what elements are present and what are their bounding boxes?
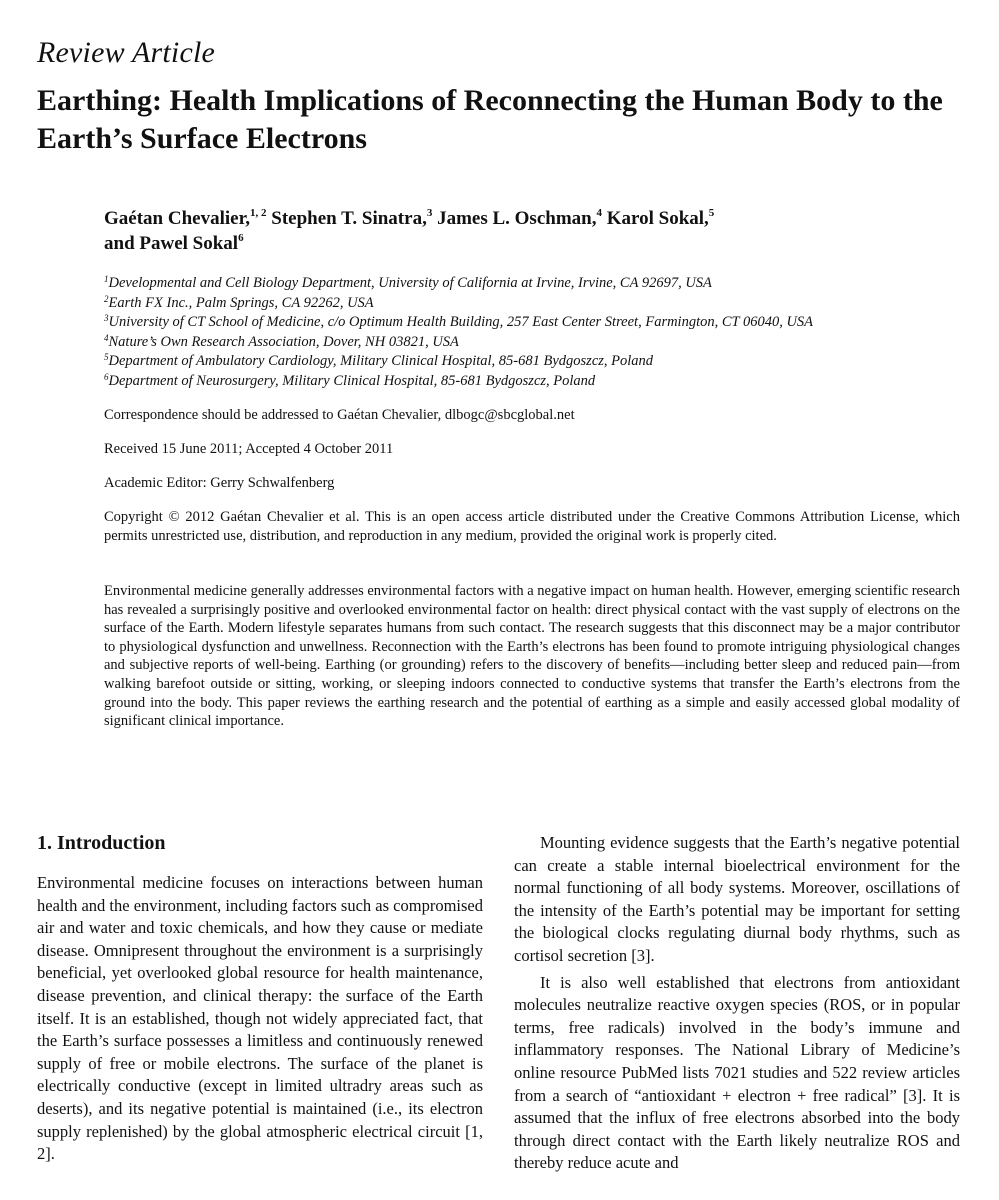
affiliation: $^2$Earth FX Inc., Palm Springs, CA 92262, USA xyxy=(104,293,374,311)
affiliation: $^1$Developmental and Cell Biology Department, University of California at Irvine, Irvine, CA 92697, USA xyxy=(104,274,712,291)
paragraph: Mounting evidence suggests that the Earth’s negative potential can create a stable internal bioelectrical environment for the normal functioning of all body systems. Moreover, oscillations of the intensity of the Earth’s potential may be important for setting the biological clocks regulating diurnal body rhythms, such as cortisol secretion [3]. xyxy=(514,833,960,965)
affiliation: $^5$Department of Ambulatory Cardiology, Military Clinical Hospital, 85-681 Bydgoszcz, Poland xyxy=(104,352,654,369)
author: James L. Oschman, xyxy=(437,208,597,229)
body-column-left xyxy=(37,872,483,1166)
author: Gaétan Chevalier, xyxy=(104,208,251,229)
copyright-notice: Copyright © 2012 Gaétan Chevalier et al. This is an open access article distributed under the Creative Commons Attribution License, which permits unrestricted use, distribution, and reproduction in any medium, provided the original work is properly cited. xyxy=(104,509,960,544)
author-affil-ref: 1, 2 xyxy=(250,207,267,219)
correspondence: Correspondence should be addressed to Gaétan Chevalier, dlbogc@sbcglobal.net xyxy=(104,407,575,423)
article-title: Earthing: Health Implications of Reconnecting the Human Body to the Earth’s Surface Electrons xyxy=(37,84,943,155)
author: and Pawel Sokal xyxy=(104,233,239,254)
paragraph: It is also well established that electrons from antioxidant molecules neutralize reactive oxygen species (ROS, or in popular terms, free radicals) involved in the body’s immune and inflammatory responses. The National Library of Medicine’s online resource PubMed lists 7021 studies and 522 review articles from a search of “antioxidant + electron + free radical” [3]. It is assumed that the influx of free electrons absorbed into the body through direct contact with the Earth likely neutralize ROS and thereby reduce acute and xyxy=(514,972,960,1173)
author-affil-ref: 6 xyxy=(238,232,244,244)
abstract: Environmental medicine generally addresses environmental factors with a negative impact on human health. However, emerging scientific research has revealed a surprisingly positive and overlooked environmental factor on health: direct physical contact with the vast supply of electrons on the surface of the Earth. Modern lifestyle separates humans from such contact. The research suggests that this disconnect may be a major contributor to physiological dysfunction and unwellness. Reconnection with the Earth’s electrons has been found to promote intriguing physiological changes and subjective reports of well-being. Earthing (or grounding) refers to the discovery of benefits—including better sleep and reduced pain—from walking barefoot outside or sitting, working, or sleeping indoors connected to conductive systems that transfer the Earth’s electrons from the ground into the body. This paper reviews the earthing research and the potential of earthing as a simple and easily accessed global modality of significant clinical importance. xyxy=(104,583,960,730)
affiliation: $^4$Nature’s Own Research Association, Dover, NH 03821, USA xyxy=(104,332,459,350)
author: Karol Sokal, xyxy=(606,208,709,229)
affiliation: $^3$University of CT School of Medicine, c/o Optimum Health Building, 257 East Center Street, Farmington, CT 06040, USA xyxy=(104,313,814,330)
author-affil-ref: 5 xyxy=(708,207,715,219)
affiliation: $^6$Department of Neurosurgery, Military Clinical Hospital, 85-681 Bydgoszcz, Poland xyxy=(104,371,596,389)
author-affil-ref: 4 xyxy=(596,207,602,219)
author-list xyxy=(104,206,964,256)
academic-editor: Academic Editor: Gerry Schwalfenberg xyxy=(104,475,335,491)
author-affil-ref: 3 xyxy=(426,207,433,219)
section-heading: 1. Introduction xyxy=(37,832,166,854)
affiliation-list xyxy=(104,274,984,391)
received-dates: Received 15 June 2011; Accepted 4 October 2011 xyxy=(104,441,394,457)
author: Stephen T. Sinatra, xyxy=(271,208,427,229)
article-type: Review Article xyxy=(37,36,216,69)
body-column-right xyxy=(514,832,960,1175)
paragraph: Environmental medicine focuses on interactions between human health and the environment, including factors such as compromised air and water and toxic chemicals, and how they cause or mediate disease. Omnipresent throughout the environment is a surprisingly beneficial, yet overlooked global resource for health maintenance, disease prevention, and clinical therapy: the surface of the Earth itself. It is an established, though not widely appreciated fact, that the Earth’s surface possesses a limitless and continuously renewed supply of free or mobile electrons. The surface of the planet is electrically conductive (except in limited ultradry areas such as deserts), and its negative potential is maintained (i.e., its electron supply replenished) by the global atmospheric electrical circuit [1, 2]. xyxy=(37,873,483,1164)
